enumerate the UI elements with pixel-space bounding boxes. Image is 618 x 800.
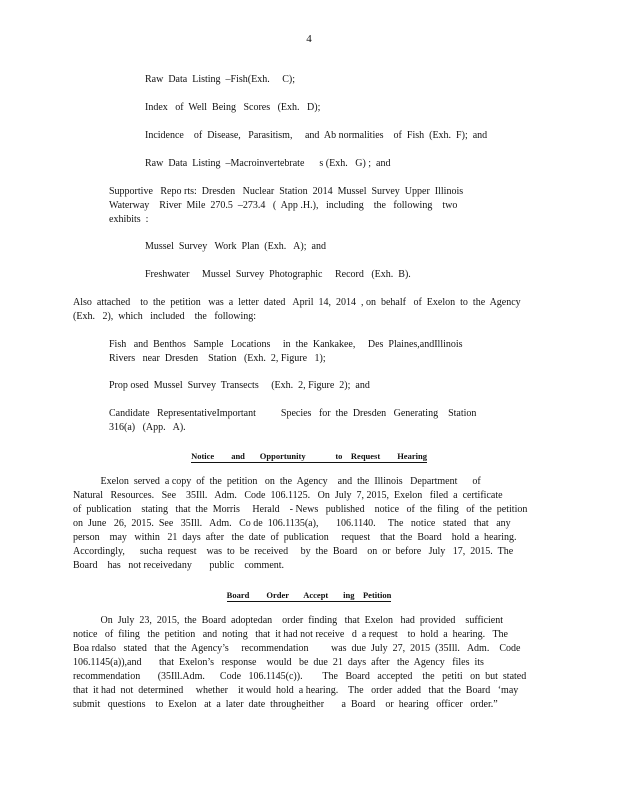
- exhibit-item: Freshwater Mussel Survey Photographic Record (Exh. B).: [145, 269, 411, 280]
- page-number: 4: [306, 33, 312, 45]
- exhibit-item: Incidence of Disease, Parasitism, and Ab normalities of Fish (Exh. F); and: [145, 130, 488, 141]
- exhibit-item: Raw Data Listing –Fish(Exh. C);: [145, 74, 295, 85]
- text-line: Candidate RepresentativeImportant Species for the Dresden Generating Station: [109, 408, 477, 419]
- section-heading: [0, 590, 618, 600]
- exhibit-item: Raw Data Listing –Macroinvertebrate s (Exh. G) ; and: [145, 158, 391, 169]
- text-line: recommendation (35Ill.Adm. Code 106.1145(c)). The Board accepted the petiti on but stated: [73, 671, 527, 682]
- text-line: Accordingly, sucha request was to be received by the Board on or before July 17, 2015. The: [73, 546, 514, 557]
- text-line: On July 23, 2015, the Board adoptedan order finding that Exelon had provided sufficient: [73, 615, 504, 626]
- order-paragraph: [73, 614, 526, 712]
- text-line: on June 26, 2015. See 35Ill. Adm. Co de 106.1135(a), 106.1140. The notice stated that any: [73, 518, 511, 529]
- text-line: Exelon served a copy of the petition on the Agency and the Illinois Department of: [73, 476, 481, 487]
- notice-paragraph: [73, 475, 527, 573]
- text-line: Also attached to the petition was a letter dated April 14, 2014 , on behalf of Exelon to the Agency: [73, 297, 521, 308]
- supportive-report-paragraph: [109, 185, 463, 227]
- letter-item: [109, 407, 476, 435]
- text-line: Rivers near Dresden Station (Exh. 2, Figure 1);: [109, 353, 326, 364]
- letter-item: [109, 338, 463, 366]
- text-line: 316(a) (App. A).: [109, 422, 186, 433]
- exhibit-item: Mussel Survey Work Plan (Exh. A); and: [145, 241, 326, 252]
- text-line: exhibits :: [109, 214, 149, 225]
- text-line: person may within 21 days after the date of publication request that the Board hold a hearing.: [73, 532, 517, 543]
- exhibit-item: Index of Well Being Scores (Exh. D);: [145, 102, 321, 113]
- section-heading-text: Notice and Opportunity to Request Hearing: [191, 451, 427, 461]
- text-line: notice of filing the petition and noting that it had not receive d a request to hold a hearing. The: [73, 629, 508, 640]
- attachment-paragraph: [73, 296, 521, 324]
- text-line: submit questions to Exelon at a later date througheither a Board or hearing officer order.”: [73, 699, 498, 710]
- section-heading: [0, 451, 618, 461]
- text-line: Waterway River Mile 270.5 –273.4 ( App .H.), including the following two: [109, 200, 458, 211]
- text-line: Board has not receivedany public comment.: [73, 560, 285, 571]
- text-line: of publication stating that the Morris Herald - News published notice of the filing of the petition: [73, 504, 528, 515]
- text-line: Fish and Benthos Sample Locations in the Kankakee, Des Plaines,andIllinois: [109, 339, 463, 350]
- text-line: (Exh. 2), which included the following:: [73, 311, 257, 322]
- section-heading-text: Board Order Accept ing Petition: [226, 590, 392, 600]
- text-line: Boa rdalso stated that the Agency’s recommendation was due July 27, 2015 (35Ill. Adm. Code: [73, 643, 521, 654]
- text-line: Supportive Repo rts: Dresden Nuclear Station 2014 Mussel Survey Upper Illinois: [109, 186, 464, 197]
- text-line: 106.1145(a)),and that Exelon’s response would be due 21 days after the Agency files its: [73, 657, 484, 668]
- text-line: Natural Resources. See 35Ill. Adm. Code 106.1125. On July 7, 2015, Exelon filed a certificate: [73, 490, 503, 501]
- letter-item: Prop osed Mussel Survey Transects (Exh. 2, Figure 2); and: [109, 380, 370, 391]
- text-line: that it had not determined whether it would hold a hearing. The order added that the Board ‘may: [73, 685, 519, 696]
